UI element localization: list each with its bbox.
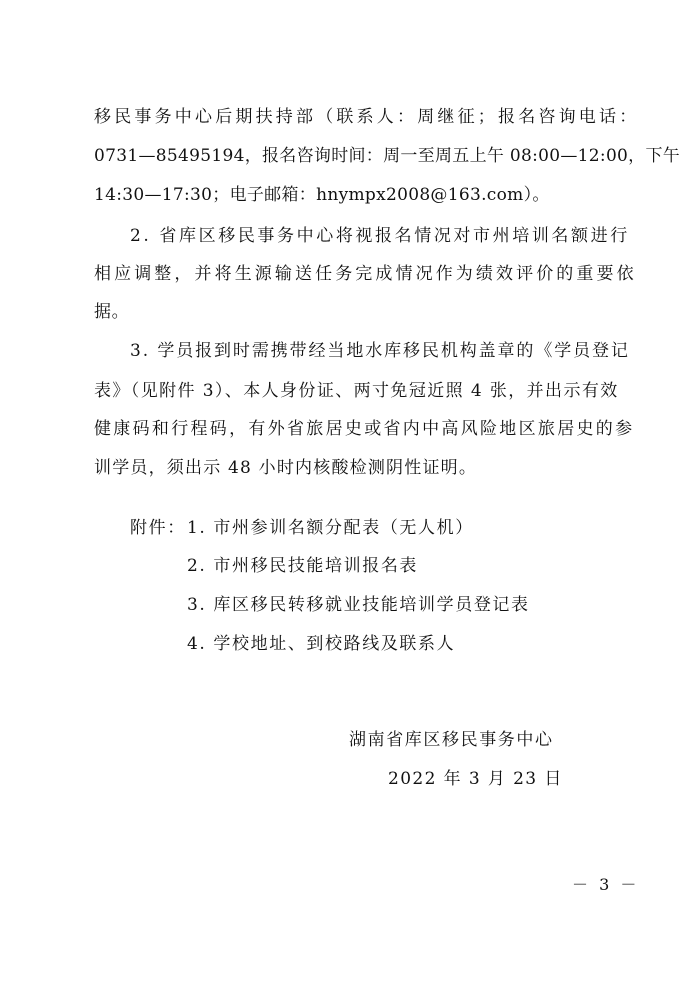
attachment-item: 2. 市州移民技能培训报名表 (187, 556, 419, 576)
attachment-item: 4. 学校地址、到校路线及联系人 (187, 634, 456, 654)
attachment-item: 1. 市州参训名额分配表（无人机） (187, 518, 474, 538)
issue-date: 2022 年 3 月 23 日 (388, 769, 563, 789)
body-line: 健康码和行程码，有外省旅居史或省内中高风险地区旅居史的参 (94, 419, 635, 439)
body-line: 0731—85495194，报名咨询时间：周一至周五上午 08:00—12:00，下午 (94, 146, 681, 166)
body-line: 训学员，须出示 48 小时内核酸检测阴性证明。 (94, 458, 478, 478)
page-number: － 3 － (572, 875, 640, 894)
body-line: 相应调整，并将生源输送任务完成情况作为绩效评价的重要依 (94, 264, 637, 284)
body-line: 移民事务中心后期扶持部（联系人：周继征；报名咨询电话： (94, 107, 640, 127)
body-line: 表》（见附件 3）、本人身份证、两寸免冠近照 4 张，并出示有效 (94, 381, 619, 401)
body-line: 2. 省库区移民事务中心将视报名情况对市州培训名额进行 (130, 226, 630, 246)
body-line: 14:30—17:30；电子邮箱：hnympx2008@163.com）。 (94, 185, 550, 205)
body-line: 据。 (94, 302, 130, 322)
body-line: 3. 学员报到时需携带经当地水库移民机构盖章的《学员登记 (130, 341, 630, 361)
attachment-item: 3. 库区移民转移就业技能培训学员登记表 (187, 595, 530, 615)
attachments-label: 附件： (130, 518, 186, 538)
issuing-organization: 湖南省库区移民事务中心 (349, 730, 554, 750)
